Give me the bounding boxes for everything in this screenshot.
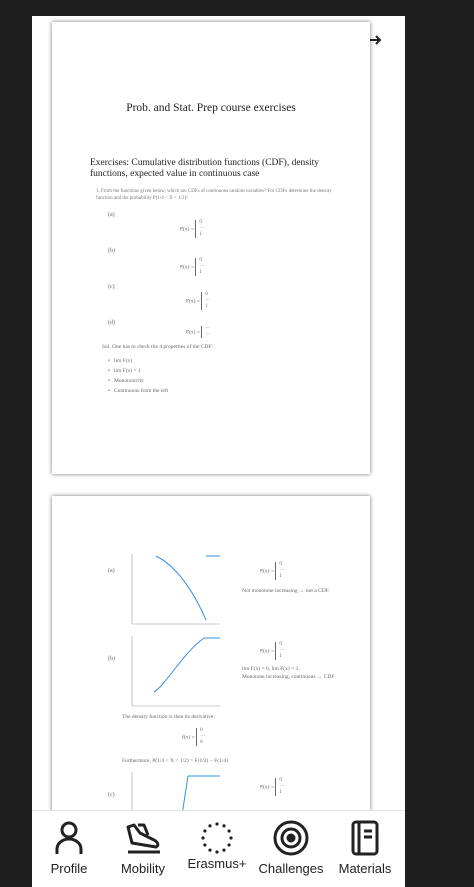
solution-heading: Sol. One has to check the 4 properties of the CDF: (102, 344, 214, 350)
document-page-2 (52, 496, 370, 826)
list-item: • Continuous from the left (108, 386, 168, 396)
note-b2: Monotone increasing, continuous → CDF (242, 674, 335, 680)
part-label: (c) (108, 792, 115, 798)
formula: f(x) = 0 ··· 0 (182, 728, 206, 745)
pdf-viewer (32, 16, 405, 887)
formula-lhs: F(x) = (186, 298, 200, 305)
nav-materials[interactable] (328, 811, 402, 887)
nav-erasmus[interactable] (180, 811, 254, 887)
formula-lhs: F(x) = (180, 226, 194, 233)
part-label: (a) (108, 212, 115, 218)
section-heading: Exercises: Cumulative distribution functions (CDF), density functions, expected value in continuous case (90, 158, 320, 179)
cases-brace: ··· ··· (201, 326, 210, 338)
density-heading: The density function is then its derivative: (122, 714, 215, 720)
property-list (108, 356, 168, 396)
person-icon (50, 819, 88, 857)
target-icon (272, 819, 310, 857)
nav-profile[interactable] (32, 811, 106, 887)
formula (180, 220, 204, 238)
probability-line: Furthermore, P(1/4 < X < 1/2) = F(1/2) − F(1/4) (122, 758, 228, 764)
formula: F(x) = 0 ··· 1 (260, 778, 285, 795)
formula-lhs: F(x) = (186, 329, 200, 336)
nav-label: Challenges (258, 861, 324, 876)
document-title: Prob. and Stat. Prep course exercises (126, 102, 296, 114)
nav-label: Materials (338, 861, 392, 876)
part-label: (c) (108, 284, 115, 290)
formula (186, 326, 210, 338)
exercise-intro: 1. From the functions given below, which are CDFs of continuous random variables? For CDFs determine the density function and the probability P(1/4 < X < 1/2)! (96, 189, 332, 201)
cases-brace: 0 ··· 1 (201, 292, 210, 310)
part-label: (d) (108, 320, 115, 326)
part-label: (a) (108, 568, 115, 574)
document-page-1 (52, 22, 370, 474)
eu-stars-icon (198, 819, 236, 857)
note-b1: lim F(x) = 0, lim F(x) = 1, (242, 666, 300, 672)
part-label: (b) (108, 656, 115, 662)
formula: F(x) = 0 ··· 1 (260, 642, 285, 659)
nav-challenges[interactable] (254, 811, 328, 887)
book-icon (346, 819, 384, 857)
cases-brace: 0 ··· 1 (195, 258, 204, 276)
list-item: • lim F(x) (108, 356, 168, 366)
nav-label: Mobility (120, 861, 166, 876)
formula (186, 292, 210, 310)
list-item: • lim F(x) = 1 (108, 366, 168, 376)
cases-brace: 0 ··· 1 (195, 220, 204, 238)
formula (180, 258, 204, 276)
plot-b (124, 632, 224, 712)
plane-icon (124, 819, 164, 857)
part-label: (b) (108, 248, 115, 254)
list-item: • Monotonicity (108, 376, 168, 386)
bottom-navigation (32, 810, 405, 887)
nav-label: Erasmus+ (187, 856, 247, 871)
nav-label: Profile (50, 861, 88, 876)
nav-mobility[interactable] (106, 811, 180, 887)
plot-a (124, 550, 224, 630)
formula: F(x) = 0 ··· 1 (260, 562, 285, 579)
note-a: Not monotone increasing → not a CDF. (242, 588, 330, 594)
formula-lhs: F(x) = (180, 264, 194, 271)
